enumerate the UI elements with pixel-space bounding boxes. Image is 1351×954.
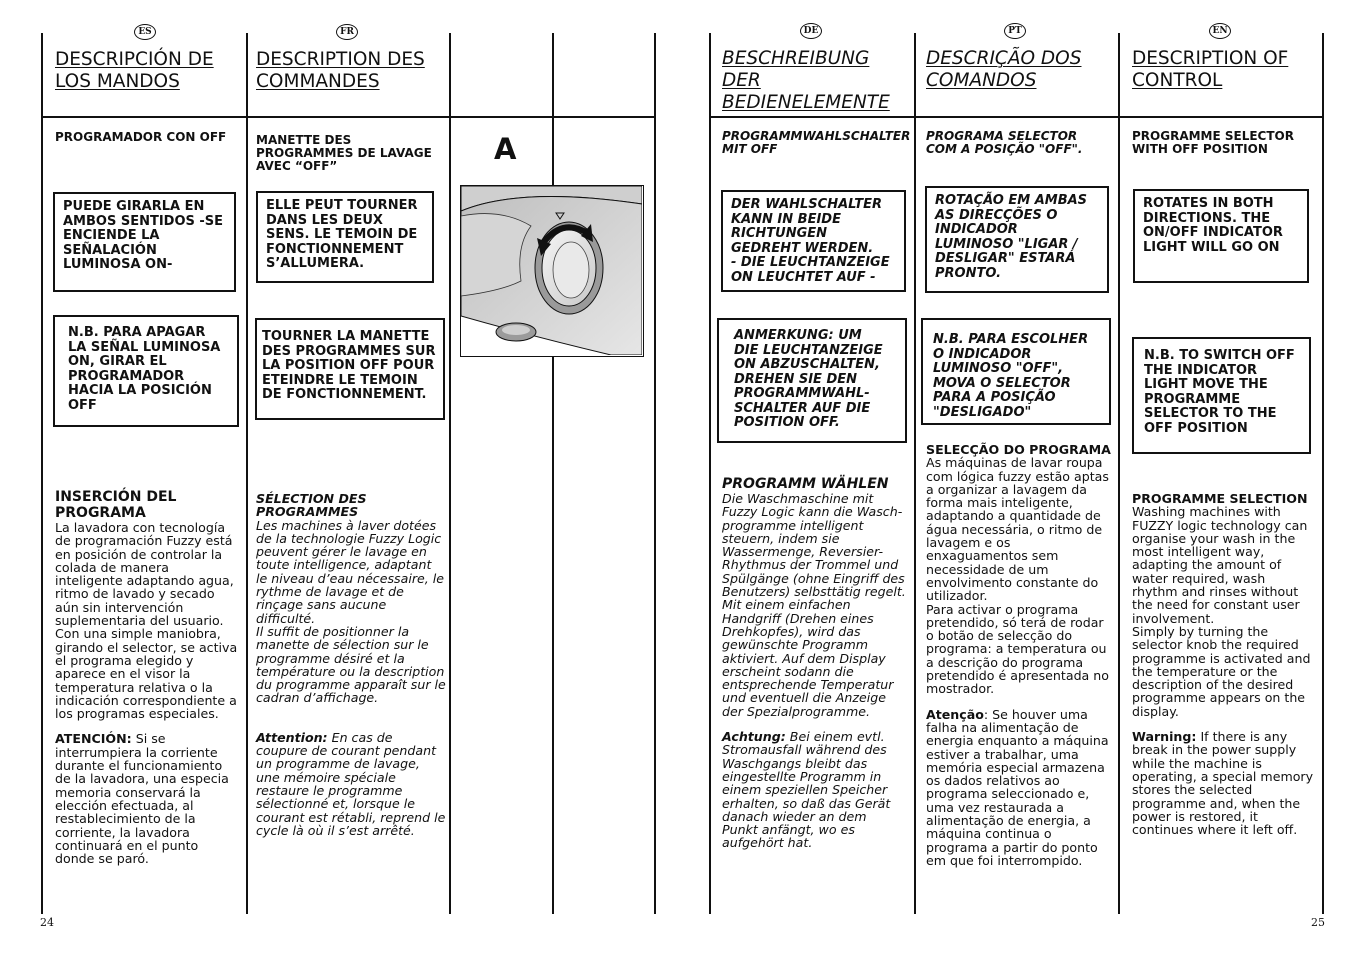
warning-text: En cas de coupure de courant pendant un programme de lavage, une mémoire spéciale restaure le programme sélectionné et, lorsque le courant est rétabli, reprend le cycle là où il s’est arrêté. [256,729,446,838]
column-title-en: DESCRIPTION OF CONTROL [1132,48,1289,91]
selector-heading-de: PROGRAMMWAHLSCHALTER MIT OFF [722,129,911,156]
selector-heading-fr: MANETTE DES PROGRAMMES DE LAVAGE AVEC “OFF” [256,133,432,173]
info-box-off-fr: TOURNER LA MANETTE DES PROGRAMMES SUR LA POSITION OFF POUR ETEINDRE LE TEMOIN DE FONCTIONNEMENT. [255,318,445,420]
info-box-off-es: N.B. PARA APAGAR LA SEÑAL LUMINOSA ON, GIRAR EL PROGRAMADOR HACIA LA POSICIÓN OFF [53,315,239,427]
selector-knob-figure [460,185,644,357]
column-title-pt: DESCRIÇÃO DOS COMANDOS [926,48,1082,91]
washing-machine-panel-illustration [461,186,642,355]
section-text: La lavadora con tecnología de programación Fuzzy está en posición de controlar la colada de manera inteligente adaptando agua, ritmo de lavado y secado aún sin intervención suplementaria del usuario. Con una simple maniobra, girando el selector, se activa el programa elegido y aparece en el visor la temperatura relativa o la indicación correspondiente a los programas especiales. [55,520,238,722]
column-rule [709,33,711,914]
info-box-off-pt: N.B. PARA ESCOLHER O INDICADOR LUMINOSO "OFF", MOVA O SELECTOR PARA A POSIÇÃO "DESLIGADO" [921,318,1111,425]
info-box-off-de: ANMERKUNG: UM DIE LEUCHTANZEIGE ON ABZUSCHALTEN, DREHEN SIE DEN PROGRAMMWAHL- SCHALTER AUF DIE POSITION OFF. [717,318,907,443]
program-section-es [55,490,240,865]
section-heading: PROGRAMM WÄHLEN [722,476,889,492]
language-badge-fr: FR [336,24,358,40]
column-rule [449,33,451,914]
info-box-rotation-pt: ROTAÇÃO EM AMBAS AS DIRECÇÕES O INDICADOR LUMINOSO "LIGAR / DESLIGAR" ESTARÁ PRONTO. [925,186,1109,293]
column-title-de: BESCHREIBUNG DER BEDIENELEMENTE [722,48,890,113]
section-text: Les machines à laver dotées de la technologie Fuzzy Logic peuvent gérer le lavage en toute intelligence, adaptant le niveau d’eau nécessaire, le rythme de lavage et de rinçage sans aucune difficulté. [256,517,445,626]
column-rule [914,33,916,914]
info-box-rotation-text: DER WAHLSCHALTER KANN IN BEIDE RICHTUNGEN GEDREHT WERDEN. [731,197,883,256]
info-box-rotation-en: ROTATES IN BOTH DIRECTIONS. THE ON/OFF INDICATOR LIGHT WILL GO ON [1133,189,1309,283]
section-heading: SÉLECTION DES PROGRAMMES [256,491,367,520]
selector-heading-pt: PROGRAMA SELECTOR COM A POSIÇÃO "OFF". [926,129,1083,156]
program-section-en [1132,492,1314,836]
header-rule [709,116,1324,118]
warning-paragraph [1132,730,1314,836]
warning-label: Atenção [926,706,984,722]
language-badge-es: ES [134,24,156,40]
column-rule [1118,33,1120,914]
program-section-fr [256,492,446,837]
info-box-rotation-fr: ELLE PEUT TOURNER DANS LES DEUX SENS. LE TEMOIN DE FONCTIONNEMENT S’ALLUMERA. [256,191,434,283]
figure-label: A [494,132,517,166]
section-text: Die Waschmaschine mit Fuzzy Logic kann die Wasch- programme intelligent steuern, indem sie Wassermenge, Reversier- Rhythmus der Trommel und Spülgänge (ohne Eingriff des Benutzers) selbsttätig regelt. Mit einem einfachen Handgriff (Drehen eines Drehkopfes), wird das gewünschte Programm aktiviert. Auf dem Display erscheint sodann die entsprechende Temperatur und eventuell die Anzeige der Spezialprogramme. [722,491,906,719]
section-text: As máquinas de lavar roupa com lógica fuzzy estão aptas a organizar a lavagem da forma mais inteligente, adaptando a quantidade de água necessária, o ritmo de lavagem e os enxaguamentos sem necessidade de um envolvimento constante do utilizador. [926,455,1109,604]
warning-text: : Se houver uma falha na alimentação de energia enquanto a máquina estiver a trabalhar, uma memória especial armazena os dados relativos ao programa seleccionado e, uma vez restaurada a alimentação de energia, a máquina continua o programa a partir do ponto em que foi interrompido. [926,706,1109,868]
column-title-fr: DESCRIPTION DES COMMANDES [256,49,425,92]
column-rule [552,33,554,914]
section-heading: SELECÇÃO DO PROGRAMA [926,442,1111,457]
info-box-rotation-es: PUEDE GIRARLA EN AMBOS SENTIDOS -SE ENCIENDE LA SEÑALACIÓN LUMINOSA ON- [53,192,236,292]
program-section-pt [926,443,1112,867]
language-badge-de: DE [800,23,822,39]
info-box-rotation-text-2: - DIE LEUCHTANZEIGE ON LEUCHTET AUF - [731,255,890,285]
selector-heading-es: PROGRAMADOR CON OFF [55,130,227,144]
warning-label: Achtung: [722,729,786,745]
info-box-off-en: N.B. TO SWITCH OFF THE INDICATOR LIGHT MOVE THE PROGRAMME SELECTOR TO THE OFF POSITION [1132,337,1311,454]
column-title-es: DESCRIPCIÓN DE LOS MANDOS [55,49,214,92]
warning-text: If there is any break in the power supply while the machine is operating, a special memory stores the selected programme and, when the power is restored, it continues where it left off. [1132,729,1314,838]
language-badge-pt: PT [1004,23,1026,39]
column-rule [1322,33,1324,914]
warning-label: Attention: [256,729,328,745]
column-rule [41,33,43,914]
warning-text: Si se interrumpiera la corriente durante el funcionamiento de la lavadora, una especia memoria conservará la elección efectuada, al restablecimiento de la corriente, la lavadora continuará en el punto donde se paró. [55,731,229,867]
section-text-2: Simply by turning the selector knob the required programme is activated and the temperature or the description of the desired programme appears on the display. [1132,623,1311,719]
page-number-right: 25 [1311,916,1325,929]
column-rule [246,33,248,914]
header-rule [41,116,656,118]
section-text: Washing machines with FUZZY logic technology can organise your wash in the most intelligent way, adapting the amount of water required, wash rhythm and rinses without the need for constant user involvement. [1132,504,1308,626]
page-number-left: 24 [40,916,54,929]
language-badge-en: EN [1209,23,1231,39]
program-section-de [722,477,906,850]
warning-label: ATENCIÓN: [55,731,132,747]
selector-heading-en: PROGRAMME SELECTOR WITH OFF POSITION [1132,129,1294,156]
warning-paragraph [256,731,446,837]
section-text-2: Il suffit de positionner la manette de sélection sur le programme désiré et la température ou la description du programme apparaît sur le cadran d’affichage. [256,623,446,706]
warning-paragraph [926,708,1112,868]
warning-paragraph [55,732,240,865]
section-text-2: Para activar o programa pretendido, só terá de rodar o botão de selecção do programa: a temperatura ou a descrição do programa pretendido é apresentada no mostrador. [926,601,1109,697]
warning-paragraph [722,730,906,850]
column-rule [654,33,656,914]
info-box-rotation-de [721,190,906,292]
section-heading: PROGRAMME SELECTION [1132,491,1308,506]
section-heading: INSERCIÓN DEL PROGRAMA [55,489,177,521]
warning-text: Bei einem evtl. Stromausfall während des Waschgangs bleibt das eingestellte Programm in einem speziellen Speicher erhalten, so daß das Gerät danach wieder an dem Punkt anfängt, wo es aufgehört hat. [722,729,891,851]
warning-label: Warning: [1132,729,1197,745]
